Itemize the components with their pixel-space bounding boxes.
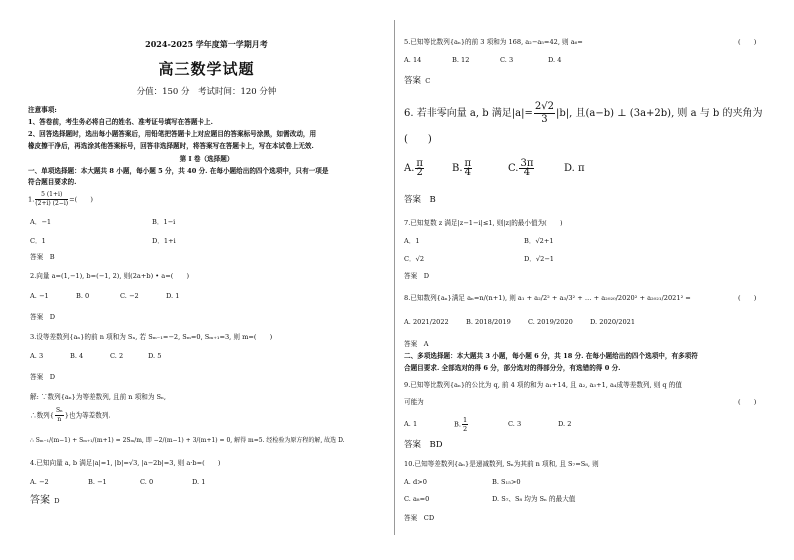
q3-answer: 答案 D [30,373,56,381]
q4-option-c: C. 0 [140,478,154,486]
q9-paren: ( ) [738,398,757,406]
q6-answer: 答案 B [404,195,436,205]
q5-option-a: A. 14 [404,56,422,64]
q7-stem: 7.已知复数 z 满足|z−1−i|≤1, 则|z|的最小值为( ) [404,219,563,227]
q2-option-b: B. 0 [76,292,90,300]
q8-stem: 8.已知数列{aₙ}满足 aₙ=n/(n+1), 则 a₁ + a₂/2² + a₃/3² + … + a₂₀₂₀/2020² + a₂₀₂₁/2021² = [404,294,691,302]
q2-option-d: D. 1 [166,292,180,300]
q8-option-c: C. 2019/2020 [528,318,573,326]
q1-stem: 1. $\frac{5 (1+i)}{(2+i) (2-i)}$ =( ) [28,191,93,207]
q6-option-a: A. $\frac{\pi}{2}$ [404,158,423,178]
q7-option-d: D．√2−1 [524,255,554,263]
q3-solution-2: ∴数列{ $\frac{\text{Sₙ}}{n}$ }也为等差数列. [30,407,111,423]
q4-answer: 答案 D [30,495,60,506]
q1-option-b: B．1−i [152,218,176,226]
q9-answer: 答案 BD [404,440,443,450]
q5-option-b: B. 12 [452,56,470,64]
q7-answer: 答案 D [404,272,430,280]
q10-answer: 答案 CD [404,514,435,522]
q2-option-c: C. −2 [120,292,139,300]
q3-option-d: D. 5 [148,352,162,360]
q9-option-d: D. 2 [558,420,572,428]
q4-stem: 4.已知向量 a, b 满足|a|=1, |b|=√3, |a−2b|=3, 则 a·b=( ) [30,459,221,467]
q1-answer: 答案 B [30,253,55,261]
q4-option-a: A. −2 [30,478,49,486]
notes-line-1: 1、答卷前，考生务必将自己的姓名、准考证号填写在答题卡上. [28,118,213,126]
q7-option-c: C．√2 [404,255,425,263]
q4-option-d: D. 1 [192,478,206,486]
section1-intro-1: 一、单项选择题：本大题共 8 小题，每小题 5 分，共 40 分. 在每小题给出的四个选项中，只有一项是 [28,167,329,175]
q10-option-c: C. a₈=0 [404,495,430,503]
q5-option-d: D. 4 [548,56,562,64]
q5-stem: 5.已知等比数列{aₙ}的前 3 项和为 168, a₂−a₅=42, 则 a₆= [404,38,583,46]
q2-option-a: A. −1 [30,292,49,300]
notes-heading: 注意事项: [28,106,57,114]
notes-line-2: 2、回答选择题时，选出每小题答案后，用铅笔把答题卡上对应题目的答案标号涂黑，如需改动，用 [28,130,317,138]
q10-option-b: B. S₁₅>0 [492,478,521,486]
q10-stem: 10.已知等差数列{aₙ}是递减数列, Sₙ为其前 n 项和, 且 S₇=S₈, 则 [404,460,599,468]
section1-intro-2: 符合题目要求的. [28,178,77,186]
exam-meta: 分值：150 分 考试时间：120 分钟 [136,87,277,97]
notes-line-3: 橡皮擦干净后，再选涂其他答案标号，回答非选择题时，将答案写在答题卡上，写在本试卷上无效. [28,142,314,150]
q5-paren: ( ) [738,38,757,46]
q3-option-c: C. 2 [110,352,124,360]
q6-paren: ( ) [404,134,432,145]
q5-answer: 答案 C [404,76,431,86]
column-divider [394,20,395,535]
section2-intro-2: 合题目要求. 全部选对的得 6 分，部分选对的得部分分，有选错的得 0 分. [404,364,621,372]
q1-option-d: D．1+i [152,237,176,245]
q2-answer: 答案 D [30,313,56,321]
q2-stem: 2.向量 a=(1,−1), b=(−1, 2), 则(2a+b) • a=( ) [30,272,190,280]
section2-intro-1: 二、多项选择题：本大题共 3 小题，每小题 6 分，共 18 分. 在每小题给出的四个选项中，有多项符 [404,352,698,360]
q1-option-c: C．1 [30,237,46,245]
q6-option-d: D. π [564,163,585,174]
q3-solution-1: 解: ∵数列{aₙ}为等差数列, 且前 n 项和为 Sₙ, [30,393,166,401]
q8-option-a: A. 2021/2022 [404,318,449,326]
q8-paren: ( ) [738,294,757,302]
q9-option-b: B. $\frac{1}{2}$ [454,416,468,433]
page-title: 高三数学试题 [158,60,255,78]
q8-answer: 答案 A [404,340,429,348]
q10-option-a: A. d>0 [404,478,427,486]
q4-option-b: B. −1 [88,478,107,486]
q3-solution-3: ∴ Sₘ₋₁/(m−1) + Sₘ₊₁/(m+1) = 2Sₘ/m, 即 −2/(m−1) + 3/(m+1) = 0, 解得 m=5. 经检验为原方程的解, 故选 D. [30,437,345,444]
q3-option-b: B. 4 [70,352,84,360]
q3-option-a: A. 3 [30,352,44,360]
q6-option-c: C. $\frac{3\pi}{4}$ [508,158,534,178]
q1-option-a: A．−1 [30,218,52,226]
q6-stem: 6. 若非零向量 a, b 满足|a|= $\frac{2√2}{3}$ |b|, 且(a−b) ⊥ (3a+2b), 则 a 与 b 的夹角为 [404,101,763,125]
section1-heading: 第 I 卷（选择题） [179,155,234,163]
q10-option-d: D. S₇、S₈ 均为 Sₙ 的最大值 [492,495,576,503]
q7-option-b: B．√2+1 [524,237,554,245]
q9-stem-2: 可能为 [404,398,424,406]
q7-option-a: A．1 [404,237,420,245]
exam-name: 2024-2025 学年度第一学期月考 [145,39,268,49]
q8-option-d: D. 2020/2021 [590,318,636,326]
q8-option-b: B. 2018/2019 [466,318,511,326]
q9-option-c: C. 3 [508,420,522,428]
q9-option-a: A. 1 [404,420,418,428]
q5-option-c: C. 3 [500,56,514,64]
q3-stem: 3.设等差数列{aₙ}的前 n 项和为 Sₙ, 若 Sₘ₋₁=−2, Sₘ=0, Sₘ₊₁=3, 则 m=( ) [30,333,273,341]
q6-option-b: B. $\frac{\pi}{4}$ [452,158,472,178]
q9-stem: 9.已知等比数列{aₙ}的公比为 q, 前 4 项的和为 a₁+14, 且 a₂, a₃+1, a₄成等差数列, 则 q 的值 [404,381,682,389]
